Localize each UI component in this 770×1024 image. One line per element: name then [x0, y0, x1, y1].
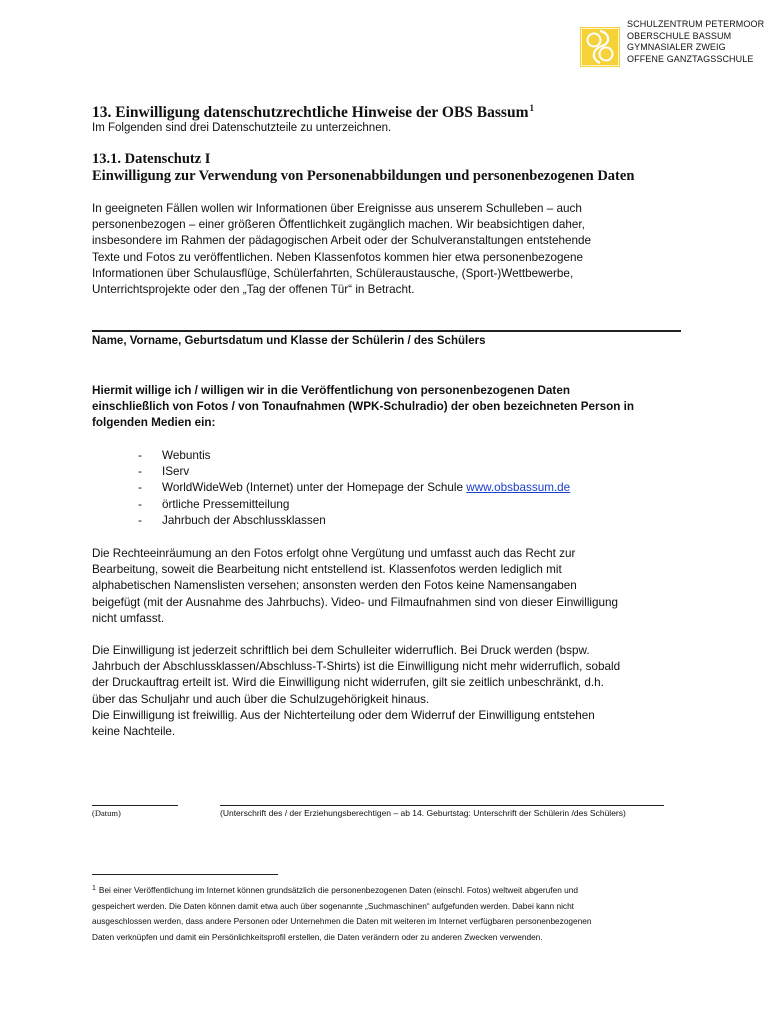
list-item: [138, 513, 570, 529]
footnote: [92, 881, 672, 946]
paragraph-line: personenbezogen – einer größeren Öffentlichkeit zugänglich machen. Wir beabsichtigen daher,: [92, 218, 585, 232]
list-dash: -: [138, 513, 142, 527]
media-list: [138, 448, 570, 529]
paragraph-line: nicht umfasst.: [92, 611, 165, 625]
consent-statement: [92, 383, 692, 432]
list-dash: -: [138, 449, 142, 462]
page-title: [92, 103, 534, 122]
paragraph-rights: [92, 546, 692, 627]
footnote-line: [92, 881, 672, 899]
paragraph-line: Bearbeitung, soweit die Bearbeitung nicht entstellend ist. Klassenfotos werden lediglich mit: [92, 563, 562, 577]
list-item-text: WorldWideWeb (Internet) unter der Homepage der Schule: [162, 481, 463, 495]
list-item: [138, 480, 570, 496]
list-item-text: Webuntis: [162, 449, 211, 462]
paragraph-publication-purpose: [92, 201, 692, 298]
paragraph-line: keine Nachteile.: [92, 725, 176, 739]
footnote-line: ausgeschlossen werden, dass andere Personen oder Unternehmen die Daten mit weiteren im Internet verfügbaren personenbezogenen: [92, 916, 592, 927]
list-item-text: IServ: [162, 465, 190, 479]
list-item-text: örtliche Pressemitteilung: [162, 497, 290, 511]
guardian-signature-line[interactable]: [220, 805, 664, 806]
paragraph-line: Unterrichtsprojekte oder den „Tag der offenen Tür“ in Betracht.: [92, 283, 415, 297]
school-line: OBERSCHULE BASSUM: [627, 30, 732, 41]
list-item-text: Jahrbuch der Abschlussklassen: [162, 513, 326, 527]
paragraph-line: In geeigneten Fällen wollen wir Informationen über Ereignisse aus unserem Schulleben – auch: [92, 202, 582, 215]
consent-line: Hiermit willige ich / willigen wir in die Veröffentlichung von personenbezogenen Daten: [92, 384, 570, 397]
paragraph-line: Informationen über Schulausflüge, Schülerfahrten, Schüleraustausche, (Sport-)Wettbewerbe,: [92, 266, 574, 280]
school-line: SCHULZENTRUM PETERMOOR: [627, 19, 765, 29]
paragraph-line: über das Schuljahr und auch über die Schulzugehörigkeit hinaus.: [92, 692, 430, 706]
paragraph-revocation: [92, 643, 692, 740]
school-name-block: [627, 19, 764, 65]
school-logo: [580, 27, 620, 67]
signature-label: (Unterschrift des / der Erziehungsberechtigen – ab 14. Geburtstag: Unterschrift der Schülerin /des Schülers): [220, 808, 626, 818]
paragraph-line: alphabetischen Namenslisten versehen; ansonsten werden den Fotos keine Namensangaben: [92, 579, 577, 593]
paragraph-line: insbesondere im Rahmen der pädagogischen Arbeit oder der Schulveranstaltungen entstehende: [92, 234, 592, 248]
list-dash: -: [138, 481, 142, 495]
footnote-text: Bei einer Veröffentlichung im Internet können grundsätzlich die personenbezogenen Daten (einschl. Fotos) weltweit abgerufen und: [98, 885, 578, 895]
name-field-label: Name, Vorname, Geburtsdatum und Klasse der Schülerin / des Schülers: [92, 335, 486, 347]
footnote-divider: [92, 874, 278, 875]
consent-line: einschließlich von Fotos / von Tonaufnahmen (WPK-Schulradio) der oben bezeichneten Person in: [92, 400, 635, 414]
footnote-ref: 1: [529, 103, 534, 113]
name-input-line[interactable]: [92, 330, 681, 332]
section-subtitle: Einwilligung zur Verwendung von Personenabbildungen und personenbezogenen Daten: [92, 168, 635, 184]
list-item: [138, 464, 570, 480]
school-line: OFFENE GANZTAGSSCHULE: [627, 53, 754, 64]
date-label: (Datum): [92, 808, 121, 818]
footnote-line: gespeichert werden. Die Daten können damit etwa auch über sogenannte „Suchmaschinen“ aufgefunden werden. Dabei kann nicht: [92, 900, 574, 911]
section-title: 13.1. Datenschutz I: [92, 151, 211, 167]
footnote-line: Daten verknüpfen und damit ein Persönlichkeitsprofil erstellen, die Daten verändern oder zu anderen Zwecken verwenden.: [92, 932, 543, 943]
school-website-link[interactable]: www.obsbassum.de: [466, 481, 571, 495]
page-title-text: 13. Einwilligung datenschutzrechtliche Hinweise der OBS Bassum: [92, 104, 529, 121]
list-item: [138, 448, 570, 464]
school-line: GYMNASIALER ZWEIG: [627, 42, 726, 52]
paragraph-line: Die Einwilligung ist freiwillig. Aus der Nichterteilung oder dem Widerruf der Einwilligung entstehen: [92, 708, 595, 722]
list-item: [138, 497, 570, 513]
paragraph-line: Jahrbuch der Abschlussklassen/Abschluss-T-Shirts) ist die Einwilligung nicht mehr widerruflich, sobald: [92, 660, 621, 674]
paragraph-line: beigefügt (mit der Ausnahme des Jahrbuchs). Video- und Filmaufnahmen sind von dieser Einwilligung: [92, 595, 619, 609]
paragraph-line: Texte und Fotos zu veröffentlichen. Neben Klassenfotos kommen hier etwa personenbezogene: [92, 250, 583, 264]
list-dash: -: [138, 497, 142, 511]
paragraph-line: Die Rechteeinräumung an den Fotos erfolgt ohne Vergütung und umfasst auch das Recht zur: [92, 547, 576, 560]
consent-line: folgenden Medien ein:: [92, 416, 216, 430]
paragraph-line: der Druckauftrag erteilt ist. Wird die Einwilligung nicht widerrufen, gilt sie zeitlich unbeschränkt, d.h.: [92, 676, 604, 690]
footnote-marker: 1: [92, 885, 96, 892]
intro-text: Im Folgenden sind drei Datenschutzteile zu unterzeichnen.: [92, 122, 392, 134]
date-signature-line[interactable]: [92, 805, 178, 806]
list-dash: -: [138, 465, 142, 479]
paragraph-line: Die Einwilligung ist jederzeit schriftlich bei dem Schulleiter widerruflich. Bei Druck werden (bspw.: [92, 644, 590, 657]
